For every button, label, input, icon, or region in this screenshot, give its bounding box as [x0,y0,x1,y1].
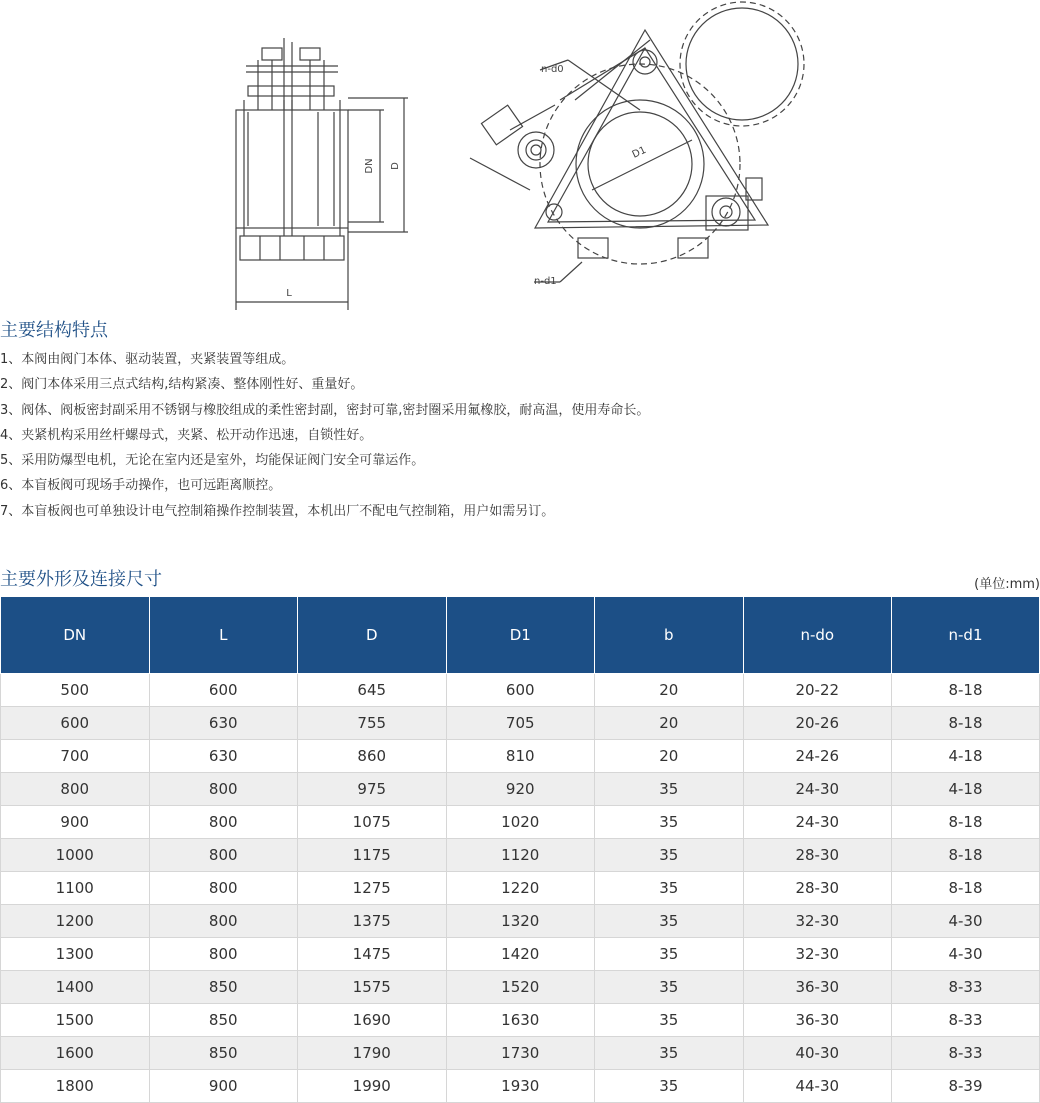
feature-item: 6、本盲板阀可现场手动操作，也可远距离顺控。 [0,478,282,494]
feature-item: 7、本盲板阀也可单独设计电气控制箱操作控制装置，本机出厂不配电气控制箱，用户如需另订。 [0,503,555,519]
table-cell: 8-18 [892,806,1040,839]
table-cell: 4-18 [892,740,1040,773]
table-cell: 1320 [446,905,595,938]
table-cell: 8-33 [892,1004,1040,1037]
table-row [1,1004,1040,1037]
table-cell: 20 [595,707,744,740]
feature-item: 1、本阀由阀门本体、驱动装置，夹紧装置等组成。 [0,352,295,367]
unit-label: (单位:mm) [974,577,1040,592]
table-cell: 800 [1,773,150,806]
front-view [470,2,804,282]
table-cell: 44-30 [743,1070,892,1103]
table-cell: 35 [595,839,744,872]
dim-label-l: L [286,288,292,299]
table-cell: 35 [595,938,744,971]
dimensions-table [0,596,1040,1103]
table-cell: 975 [298,773,447,806]
table-cell: 645 [298,674,447,707]
features-title: 主要结构特点 [0,320,108,341]
table-cell: 600 [1,707,150,740]
table-cell: 24-30 [743,806,892,839]
table-cell: 600 [149,674,298,707]
table-cell: 8-39 [892,1070,1040,1103]
table-cell: 35 [595,1037,744,1070]
table-cell: 700 [1,740,150,773]
table-cell: 24-26 [743,740,892,773]
dim-label-n-d1: n-d1 [534,276,557,287]
table-cell: 35 [595,773,744,806]
table-cell: 1300 [1,938,150,971]
table-cell: 40-30 [743,1037,892,1070]
table-cell: 800 [149,806,298,839]
table-cell: 810 [446,740,595,773]
table-cell: 36-30 [743,1004,892,1037]
dim-label-n-d0: n-d0 [541,64,564,75]
feature-item: 5、采用防爆型电机，无论在室内还是室外，均能保证阀门安全可靠运作。 [0,453,425,469]
table-cell: 4-30 [892,905,1040,938]
table-cell: 35 [595,1004,744,1037]
table-cell: 900 [149,1070,298,1103]
table-cell: 850 [149,1004,298,1037]
table-cell: 35 [595,905,744,938]
table-cell: 1500 [1,1004,150,1037]
table-cell: 28-30 [743,839,892,872]
table-cell: 1100 [1,872,150,905]
table-cell: 705 [446,707,595,740]
table-row [1,1037,1040,1070]
valve-technical-drawing [0,0,1040,320]
table-cell: 1020 [446,806,595,839]
table-cell: 1375 [298,905,447,938]
table-cell: 630 [149,740,298,773]
table-cell: 1275 [298,872,447,905]
table-cell: 8-18 [892,872,1040,905]
dimensions-title: 主要外形及连接尺寸 [0,569,162,590]
table-row [1,740,1040,773]
dim-label-dn: DN [364,158,375,174]
table-row [1,1070,1040,1103]
table-cell: 1420 [446,938,595,971]
table-row [1,839,1040,872]
header-cell: L [149,597,298,674]
table-cell: 1175 [298,839,447,872]
header-cell: D [298,597,447,674]
table-cell: 1990 [298,1070,447,1103]
table-cell: 1075 [298,806,447,839]
table-cell: 35 [595,1070,744,1103]
table-cell: 800 [149,872,298,905]
feature-item: 4、夹紧机构采用丝杆螺母式，夹紧、松开动作迅速，自锁性好。 [0,427,373,443]
table-cell: 36-30 [743,971,892,1004]
table-cell: 1520 [446,971,595,1004]
table-cell: 8-18 [892,839,1040,872]
table-row [1,971,1040,1004]
table-row [1,806,1040,839]
header-cell: D1 [446,597,595,674]
table-cell: 28-30 [743,872,892,905]
feature-item: 2、阀门本体采用三点式结构,结构紧凑、整体刚性好、重量好。 [0,377,364,393]
table-row [1,905,1040,938]
table-cell: 800 [149,938,298,971]
features-list [0,347,1040,524]
table-cell: 24-30 [743,773,892,806]
table-cell: 1600 [1,1037,150,1070]
header-cell: DN [1,597,150,674]
table-cell: 8-33 [892,971,1040,1004]
table-cell: 850 [149,1037,298,1070]
table-cell: 755 [298,707,447,740]
table-cell: 1475 [298,938,447,971]
table-body [1,674,1040,1103]
header-cell: n-do [743,597,892,674]
table-row [1,872,1040,905]
table-cell: 1575 [298,971,447,1004]
dim-label-d: D [390,162,401,170]
table-cell: 850 [149,971,298,1004]
table-cell: 20 [595,740,744,773]
table-cell: 800 [149,905,298,938]
table-cell: 600 [446,674,595,707]
table-cell: 4-18 [892,773,1040,806]
dim-label-d1: D1 [630,144,649,161]
table-cell: 1800 [1,1070,150,1103]
table-cell: 1730 [446,1037,595,1070]
header-cell: b [595,597,744,674]
feature-item: 3、阀体、阀板密封副采用不锈钢与橡胶组成的柔性密封副，密封可靠,密封圈采用氟橡胶，耐高温，使用寿命长。 [0,402,650,418]
table-cell: 1790 [298,1037,447,1070]
table-cell: 630 [149,707,298,740]
table-cell: 8-18 [892,674,1040,707]
table-cell: 1400 [1,971,150,1004]
table-cell: 1930 [446,1070,595,1103]
table-cell: 35 [595,971,744,1004]
table-cell: 860 [298,740,447,773]
table-cell: 800 [149,839,298,872]
table-cell: 20 [595,674,744,707]
table-row [1,707,1040,740]
table-cell: 1000 [1,839,150,872]
table-header-row [1,597,1040,674]
table-cell: 8-18 [892,707,1040,740]
table-cell: 1120 [446,839,595,872]
table-cell: 32-30 [743,905,892,938]
table-cell: 4-30 [892,938,1040,971]
table-row [1,938,1040,971]
table-cell: 1220 [446,872,595,905]
table-cell: 32-30 [743,938,892,971]
table-cell: 800 [149,773,298,806]
table-cell: 20-22 [743,674,892,707]
table-cell: 900 [1,806,150,839]
table-cell: 35 [595,806,744,839]
table-cell: 35 [595,872,744,905]
table-cell: 20-26 [743,707,892,740]
table-row [1,773,1040,806]
table-cell: 1630 [446,1004,595,1037]
table-cell: 1200 [1,905,150,938]
table-cell: 8-33 [892,1037,1040,1070]
table-cell: 1690 [298,1004,447,1037]
table-row [1,674,1040,707]
header-cell: n-d1 [892,597,1040,674]
table-cell: 500 [1,674,150,707]
side-view [236,38,408,310]
table-cell: 920 [446,773,595,806]
